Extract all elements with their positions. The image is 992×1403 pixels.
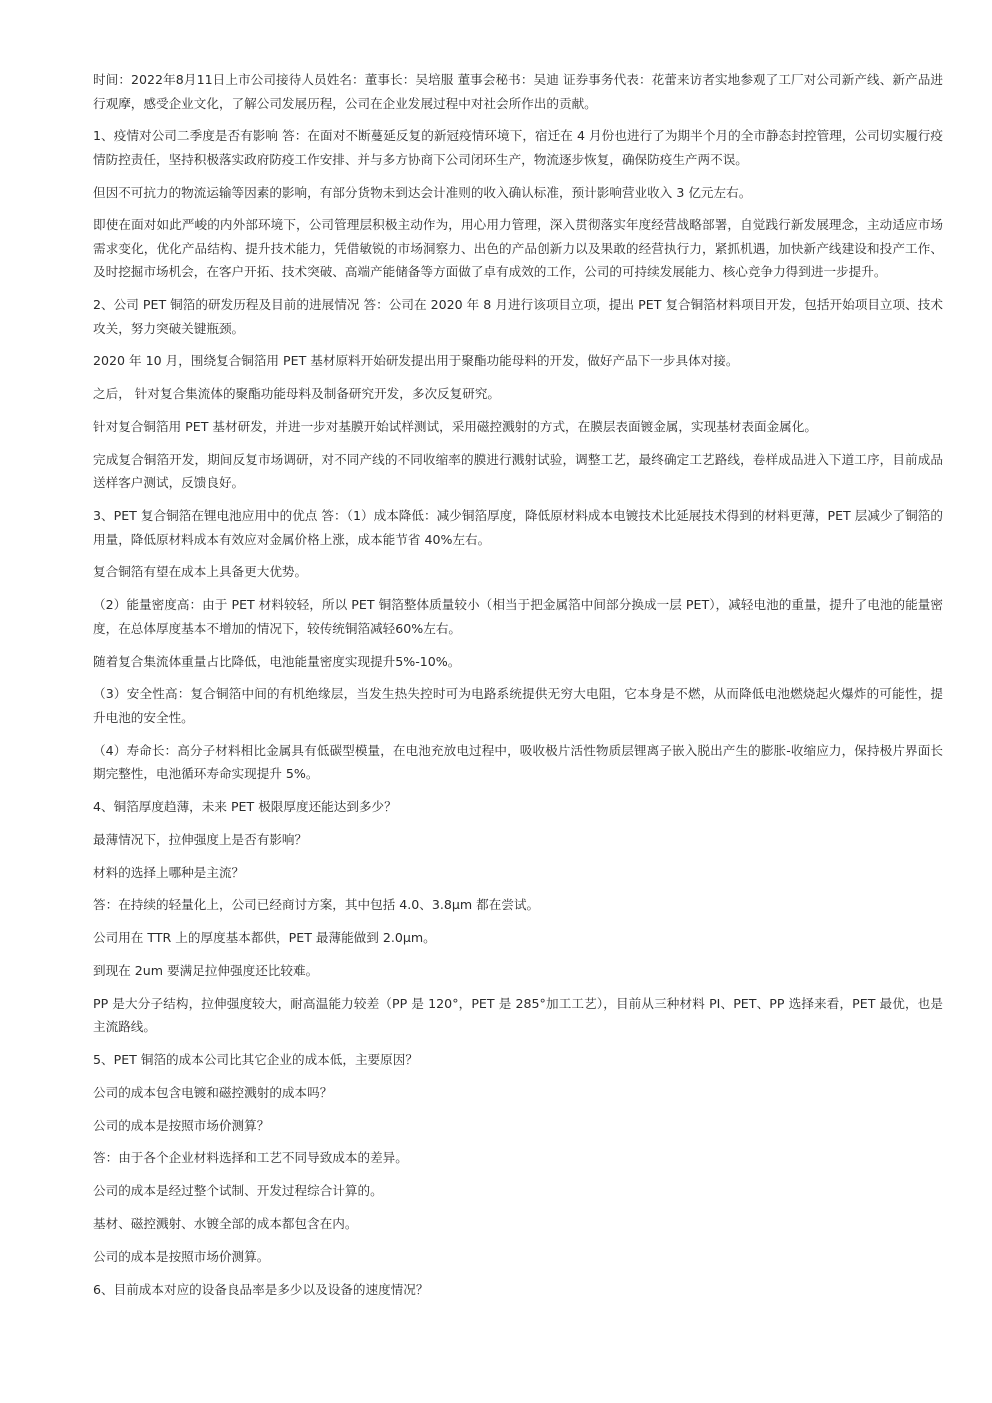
paragraph-q1: 1、疫情对公司二季度是否有影响 答：在面对不断蔓延反复的新冠疫情环境下，宿迁在 4 月份也进行了为期半个月的全市静态封控管理，公司切实履行疫情防控责任，坚持积极落实政府防疫工作安排、并与多方协商下公司闭环生产，物流逐步恢复，确保防疫生产两不误。 — [93, 128, 943, 167]
paragraph: 公司用在 TTR 上的厚度基本都供，PET 最薄能做到 2.0μm。 — [93, 930, 436, 946]
paragraph-q5: 5、PET 铜箔的成本公司比其它企业的成本低，主要原因？ — [93, 1052, 418, 1068]
paragraph: 但因不可抗力的物流运输等因素的影响，有部分货物未到达会计准则的收入确认标准，预计影响营业收入 3 亿元左右。 — [93, 184, 752, 200]
paragraph-meeting-info: 时间：2022年8月11日上市公司接待人员姓名：董事长：吴培服 董事会秘书：吴迪 证券事务代表：花蕾来访者实地参观了工厂对公司新产线、新产品进行观摩，感受企业文化，了解公司发展历程，公司在企业发展过程中对社会所作出的贡献。 — [93, 72, 943, 111]
paragraph: 2020 年 10 月，围绕复合铜箔用 PET 基材原料开始研发提出用于聚酯功能母料的开发，做好产品下一步具体对接。 — [93, 353, 739, 369]
paragraph: 公司的成本是经过整个试制、开发过程综合计算的。 — [93, 1183, 383, 1199]
document-body — [93, 68, 943, 1310]
paragraph: 随着复合集流体重量占比降低，电池能量密度实现提升5%-10%。 — [93, 653, 461, 669]
paragraph: 完成复合铜箔开发，期间反复市场调研，对不同产线的不同收缩率的膜进行溅射试验，调整工艺，最终确定工艺路线，卷样成品进入下道工序，目前成品送样客户测试，反馈良好。 — [93, 451, 943, 491]
paragraph: （3）安全性高：复合铜箔中间的有机绝缘层，当发生热失控时可为电路系统提供无穷大电阻，它本身是不燃，从而降低电池燃烧起火爆炸的可能性，提升电池的安全性。 — [93, 686, 943, 725]
paragraph-q4: 4、铜箔厚度趋薄，未来 PET 极限厚度还能达到多少？ — [93, 798, 397, 814]
paragraph: 复合铜箔有望在成本上具备更大优势。 — [93, 564, 308, 580]
paragraph: 最薄情况下，拉伸强度上是否有影响？ — [93, 831, 308, 847]
paragraph: 之后， 针对复合集流体的聚酯功能母料及制备研究开发，多次反复研究。 — [93, 386, 501, 402]
paragraph-q6: 6、目前成本对应的设备良品率是多少以及设备的速度情况？ — [93, 1281, 429, 1297]
paragraph: 答：由于各个企业材料选择和工艺不同导致成本的差异。 — [93, 1150, 408, 1166]
paragraph: PP 是大分子结构，拉伸强度较大，耐高温能力较差（PP 是 120°，PET 是 285°加工工艺），目前从三种材料 PI、PET、PP 选择来看，PET 最优，也是主流路线。 — [93, 995, 943, 1035]
paragraph: 答：在持续的轻量化上，公司已经商讨方案，其中包括 4.0、3.8μm 都在尝试。 — [93, 897, 540, 913]
paragraph: （2）能量密度高：由于 PET 材料较轻，所以 PET 铜箔整体质量较小（相当于把金属箔中间部分换成一层 PET），减轻电池的重量，提升了电池的能量密度，在总体厚度基本不增加的情况下，较传统铜箔减轻60%左右。 — [93, 597, 943, 636]
paragraph: 基材、磁控溅射、水镀全部的成本都包含在内。 — [93, 1216, 358, 1232]
paragraph: 即使在面对如此严峻的内外部环境下，公司管理层积极主动作为，用心用力管理，深入贯彻落实年度经营战略部署，自觉践行新发展理念，主动适应市场需求变化，优化产品结构、提升技术能力，凭借敏锐的市场洞察力、出色的产品创新力以及果敢的经营执行力，紧抓机遇，加快新产线建设和投产工作、及时挖掘市场机会，在客户开拓、技术突破、高端产能储备等方面做了卓有成效的工作，公司的可持续发展能力、核心竞争力得到进一步提升。 — [93, 217, 943, 280]
paragraph: （4）寿命长：高分子材料相比金属具有低碳型模量，在电池充放电过程中，吸收极片活性物质层锂离子嵌入脱出产生的膨胀-收缩应力，保持极片界面长期完整性，电池循环寿命实现提升 5%。 — [93, 742, 943, 782]
paragraph: 针对复合铜箔用 PET 基材研发，并进一步对基膜开始试样测试，采用磁控溅射的方式，在膜层表面镀金属，实现基材表面金属化。 — [93, 419, 817, 435]
paragraph: 到现在 2um 要满足拉伸强度还比较难。 — [93, 962, 319, 978]
paragraph-q3: 3、PET 复合铜箔在锂电池应用中的优点 答：（1）成本降低：减少铜箔厚度，降低原材料成本电镀技术比延展技术得到的材料更薄，PET 层减少了铜箔的用量，降低原材料成本有效应对金属价格上涨，成本能节省 40%左右。 — [93, 508, 943, 547]
paragraph: 公司的成本包含电镀和磁控溅射的成本吗？ — [93, 1084, 333, 1100]
paragraph: 材料的选择上哪种是主流？ — [93, 864, 245, 880]
paragraph: 公司的成本是按照市场价测算？ — [93, 1117, 270, 1133]
paragraph: 公司的成本是按照市场价测算。 — [93, 1248, 270, 1264]
paragraph-q2: 2、公司 PET 铜箔的研发历程及目前的进展情况 答：公司在 2020 年 8 月进行该项目立项，提出 PET 复合铜箔材料项目开发，包括开始项目立项、技术攻关，努力突破关键瓶颈。 — [93, 297, 943, 336]
